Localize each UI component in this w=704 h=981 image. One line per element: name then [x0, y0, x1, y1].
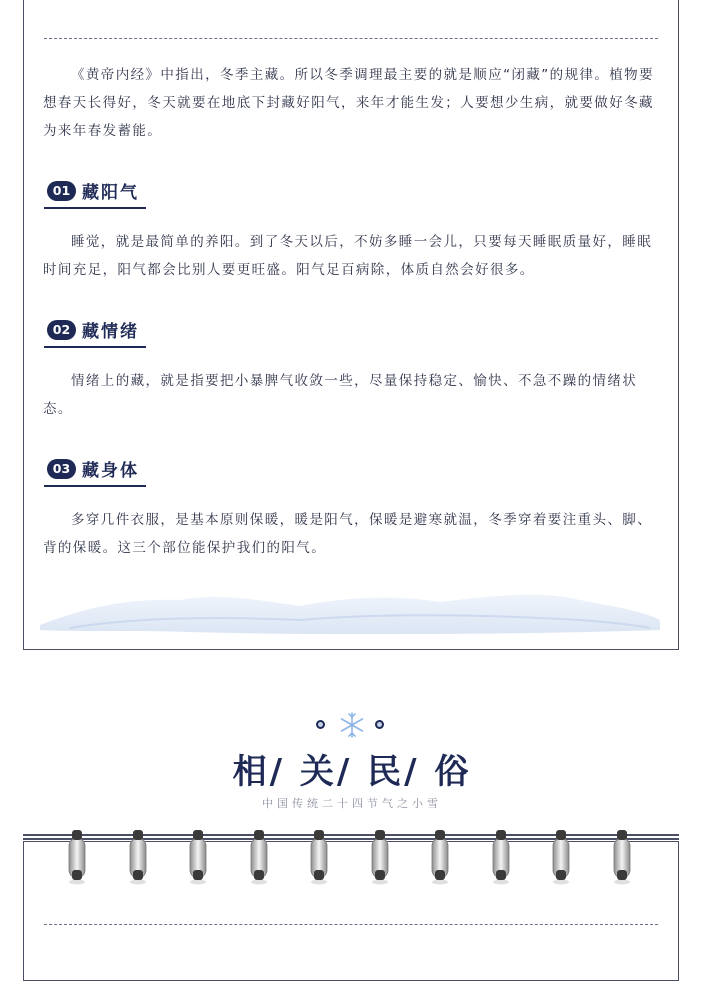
section-number-badge: 02: [47, 320, 76, 340]
binder-ring-icon: [490, 826, 512, 886]
folk-section-subtitle: 中国传统二十四节气之小雪: [262, 797, 442, 810]
binder-line: [23, 834, 679, 836]
ornament-dot: [316, 720, 325, 729]
binder-ring-icon: [550, 826, 572, 886]
section-underline: [44, 346, 146, 348]
section-number-badge: 03: [47, 459, 76, 479]
binder-line: [23, 838, 679, 840]
section-title: 藏阳气: [82, 183, 139, 203]
snowflake-icon: [338, 711, 366, 739]
section-number-badge: 01: [47, 181, 76, 201]
binder-ring-icon: [611, 826, 633, 886]
ornament-dot: [375, 720, 384, 729]
section-underline: [44, 485, 146, 487]
section-title: 藏情绪: [82, 322, 139, 342]
section-underline: [44, 207, 146, 209]
binder-ring-icon: [248, 826, 270, 886]
section-body-2: 情绪上的藏，就是指要把小暴脾气收敛一些，尽量保持稳定、愉快、不急不躁的情绪状态。: [43, 373, 638, 417]
binder-ring-icon: [127, 826, 149, 886]
binder-ring-icon: [369, 826, 391, 886]
section-title: 藏身体: [82, 461, 139, 481]
dashed-divider: [44, 924, 658, 925]
binder-ring-icon: [66, 826, 88, 886]
section-body-1: 睡觉，就是最简单的养阳。到了冬天以后，不妨多睡一会儿，只要每天睡眠质量好，睡眠时间充足，阳气都会比别人要更旺盛。阳气足百病除，体质自然会好很多。: [43, 234, 653, 278]
binder-ring-icon: [187, 826, 209, 886]
intro-paragraph: 《黄帝内经》中指出，冬季主藏。所以冬季调理最主要的就是顺应“闭藏”的规律。植物要想春天长得好，冬天就要在地底下封藏好阳气，来年才能生发；人要想少生病，就要做好冬藏为来年春发蓄能。: [43, 67, 654, 139]
folk-section-title: 相/ 关/ 民/ 俗: [232, 752, 472, 792]
section-body-3: 多穿几件衣服，是基本原则保暖，暖是阳气，保暖是避寒就温，冬季穿着要注重头、脚、背的保暖。这三个部位能保护我们的阳气。: [43, 512, 653, 556]
binder-ring-icon: [308, 826, 330, 886]
dashed-divider: [44, 38, 658, 39]
binder-ring-icon: [429, 826, 451, 886]
snowflake-ornament: [313, 710, 393, 740]
snow-cloud-decoration: [40, 580, 660, 640]
next-card: [23, 841, 679, 981]
